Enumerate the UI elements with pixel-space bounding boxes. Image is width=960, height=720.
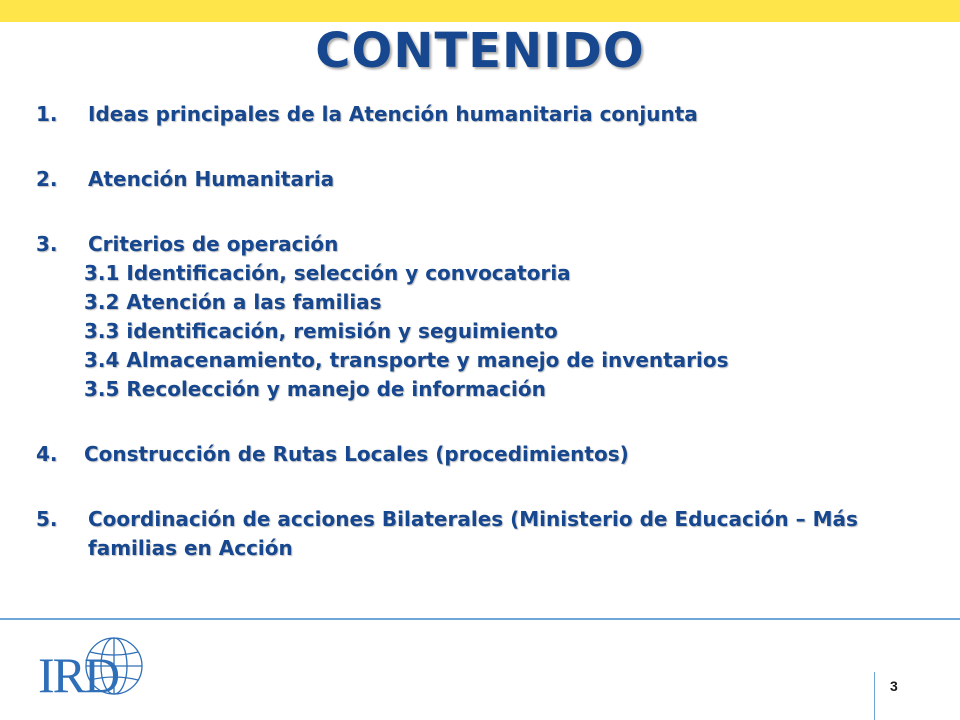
contents-list [36, 100, 926, 563]
item-number: 4. [36, 442, 58, 466]
subitem-3-5: 3.5 Recolección y manejo de información [84, 377, 546, 401]
subitem-3-4: 3.4 Almacenamiento, transporte y manejo de inventarios [84, 348, 729, 372]
ird-logo [36, 634, 146, 702]
list-item-4 [36, 440, 926, 469]
list-item-2 [36, 165, 926, 194]
item-label: Criterios de operación [88, 232, 339, 256]
page-number: 3 [890, 678, 898, 694]
globe-icon [36, 634, 146, 702]
item-label: Atención Humanitaria [88, 167, 335, 191]
item-number: 5. [36, 507, 58, 531]
logo-text: IRD [38, 647, 119, 702]
list-item-1 [36, 100, 926, 129]
item-number: 2. [36, 167, 58, 191]
item-number: 1. [36, 102, 58, 126]
slide-title: CONTENIDO [315, 23, 645, 79]
subitem-3-1: 3.1 Identificación, selección y convocatoria [84, 261, 571, 285]
page-number-divider [874, 672, 875, 720]
item-label: Coordinación de acciones Bilaterales (Ministerio de Educación – Más familias en Acción [88, 507, 858, 560]
top-accent-bar [0, 0, 960, 22]
item-number: 3. [36, 232, 58, 256]
subitem-3-3: 3.3 identificación, remisión y seguimiento [84, 319, 558, 343]
list-item-5 [36, 505, 926, 563]
list-item-3 [36, 230, 926, 259]
item-label: Construcción de Rutas Locales (procedimientos) [84, 442, 629, 466]
subitem-3-2: 3.2 Atención a las familias [84, 290, 382, 314]
footer-rule [0, 618, 960, 620]
item-label: Ideas principales de la Atención humanitaria conjunta [88, 102, 698, 126]
